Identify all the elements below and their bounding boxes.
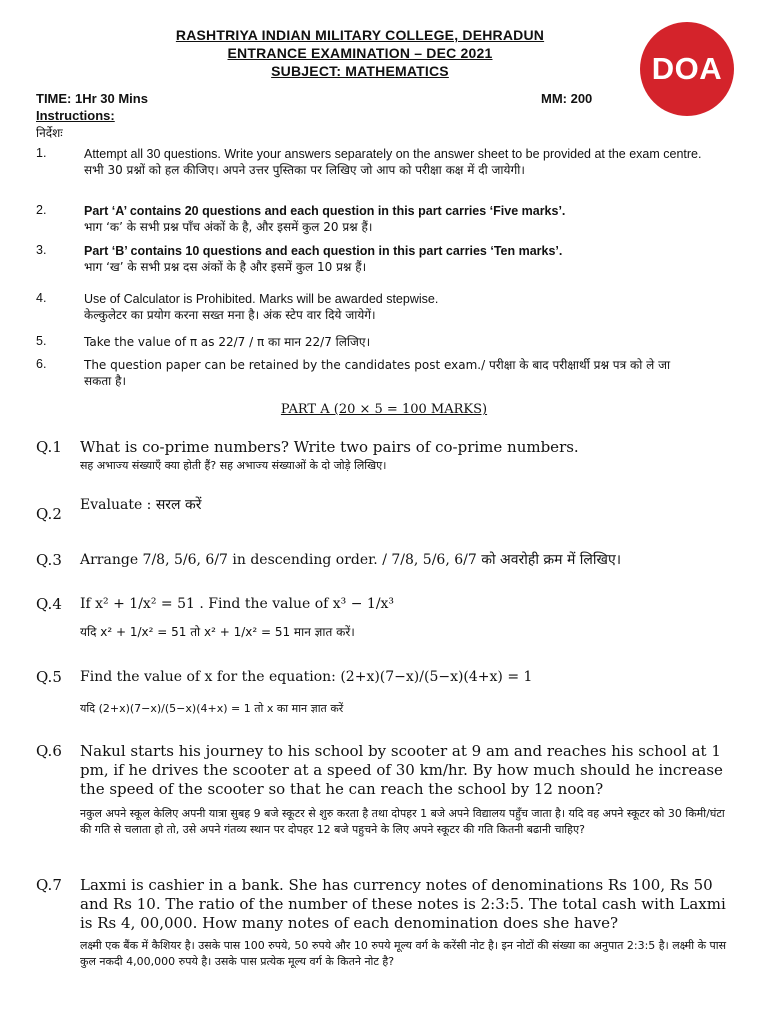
question-text: Laxmi is cashier in a bank. She has currency notes of denominations Rs 100, Rs 50 and Rs 10. The ratio of the number of these notes is 2:3:5. The total cash with Laxmi is Rs 4, 00,000. How many notes of each denomination does she have? <box>80 876 726 932</box>
instruction-number: 4. <box>36 291 47 305</box>
question-number: Q.7 <box>36 876 62 894</box>
instruction-text: Part ‘B’ contains 10 questions and each question in this part carries ‘Ten marks’. <box>84 244 563 258</box>
instruction-text: Attempt all 30 questions. Write your answers separately on the answer sheet to be provided at the exam centre. <box>84 147 702 161</box>
question-text: Nakul starts his journey to his school by scooter at 9 am and reaches his school at 1 pm, if he drives the scooter at a speed of 30 km/hr. By how much should he increase the speed of the scooter so that he can reach the school by 12 noon? <box>80 742 723 798</box>
instruction-number: 5. <box>36 334 47 348</box>
college-name: RASHTRIYA INDIAN MILITARY COLLEGE, DEHRADUN <box>175 27 545 43</box>
question-number: Q.1 <box>36 438 62 456</box>
question-text: Arrange 7/8, 5/6, 6/7 in descending order. / 7/8, 5/6, 6/7 को अवरोही क्रम में लिखिए। <box>80 552 622 568</box>
question-number: Q.6 <box>36 742 62 760</box>
instruction-3 <box>84 243 724 275</box>
instruction-number: 1. <box>36 146 47 160</box>
question-text-hindi: यदि x² + 1/x² = 51 तो x² + 1/x² = 51 मान ज्ञात करें। <box>80 625 355 639</box>
question-number: Q.3 <box>36 551 62 569</box>
instruction-text-hindi: भाग ‘ख’ के सभी प्रश्न दस अंकों के है और इसमें कुल 10 प्रश्न हैं। <box>84 260 367 274</box>
instruction-2 <box>84 203 724 235</box>
time-allowed: TIME: 1Hr 30 Mins <box>36 91 148 106</box>
question-text: If x² + 1/x² = 51 . Find the value of x³ − 1/x³ <box>80 596 395 612</box>
instruction-number: 2. <box>36 203 47 217</box>
question-text: Evaluate : सरल करें <box>80 497 202 513</box>
question-number: Q.4 <box>36 595 62 613</box>
instruction-text-hindi: केल्कुलेटर का प्रयोग करना सख्त मना है। अंक स्टेप वार दिये जायेगें। <box>84 308 376 322</box>
instructions-heading-hindi: निर्देशः <box>36 126 63 140</box>
instruction-1 <box>84 146 724 178</box>
instruction-text: The question paper can be retained by the candidates post exam./ परीक्षा के बाद परीक्षार्थी प्रश्न पत्र को ले जा सकता है। <box>84 358 671 388</box>
instruction-text-hindi: भाग ‘क’ के सभी प्रश्न पाँच अंकों के है, और इसमें कुल 20 प्रश्न हैं। <box>84 220 373 234</box>
question-text-hindi: सह अभाज्य संख्याएँ क्या होती हैं? सह अभाज्य संख्याओं के दो जोड़े लिखिए। <box>80 459 387 472</box>
instruction-text: Part ‘A’ contains 20 questions and each question in this part carries ‘Five marks’. <box>84 204 566 218</box>
instruction-text: Use of Calculator is Prohibited. Marks will be awarded stepwise. <box>84 292 439 306</box>
instructions-heading: Instructions: <box>36 108 115 123</box>
question-text-hindi: नकुल अपने स्कूल केलिए अपनी यात्रा सुबह 9 बजे स्कूटर से शुरु करता है तथा दोपहर 1 बजे अपने विद्यालय पहुँच जाता है। यदि वह अपने स्कूटर को 30 किमी/घंटा की गति से चलाता हो तो, उसे अपने गंतव्य स्थान पर दोपहर 12 बजे पहुचने के लिए अपने स्कूटर की गति कितनी बढानी चाहिए? <box>80 807 725 836</box>
question-text-hindi: यदि (2+x)(7−x)/(5−x)(4+x) = 1 तो x का मान ज्ञात करें <box>80 702 344 715</box>
instruction-number: 6. <box>36 357 47 371</box>
instruction-4 <box>84 291 724 323</box>
part-a-title: PART A (20 × 5 = 100 MARKS) <box>280 402 488 417</box>
instruction-text: Take the value of π as 22/7 / π का मान 22/7 लिजिए। <box>84 335 371 349</box>
instruction-text-hindi: सभी 30 प्रश्नों को हल कीजिए। अपने उत्तर पुस्तिका पर लिखिए जो आप को परीक्षा कक्ष में दी जायेगी। <box>84 163 525 177</box>
exam-title: ENTRANCE EXAMINATION – DEC 2021 <box>227 45 493 61</box>
max-marks: MM: 200 <box>541 91 593 106</box>
doa-logo <box>640 22 734 116</box>
doa-logo-text: DOA <box>651 51 723 86</box>
question-text-hindi: लक्ष्मी एक बैंक में कैशियर है। उसके पास 100 रुपये, 50 रुपये और 10 रुपये मूल्य वर्ग के करेंसी नोट है। इन नोटों की संख्या का अनुपात 2:3:5 है। लक्ष्मी के पास कुल नकदी 4,00,000 रुपये है। उसके पास प्रत्येक मूल्य वर्ग के कितने नोट है? <box>80 939 727 968</box>
question-number: Q.5 <box>36 668 62 686</box>
instruction-number: 3. <box>36 243 47 257</box>
question-number: Q.2 <box>36 505 62 523</box>
question-text: Find the value of x for the equation: (2+x)(7−x)/(5−x)(4+x) = 1 <box>80 669 533 685</box>
question-text: What is co-prime numbers? Write two pairs of co-prime numbers. <box>80 438 579 456</box>
subject-title: SUBJECT: MATHEMATICS <box>271 63 449 79</box>
